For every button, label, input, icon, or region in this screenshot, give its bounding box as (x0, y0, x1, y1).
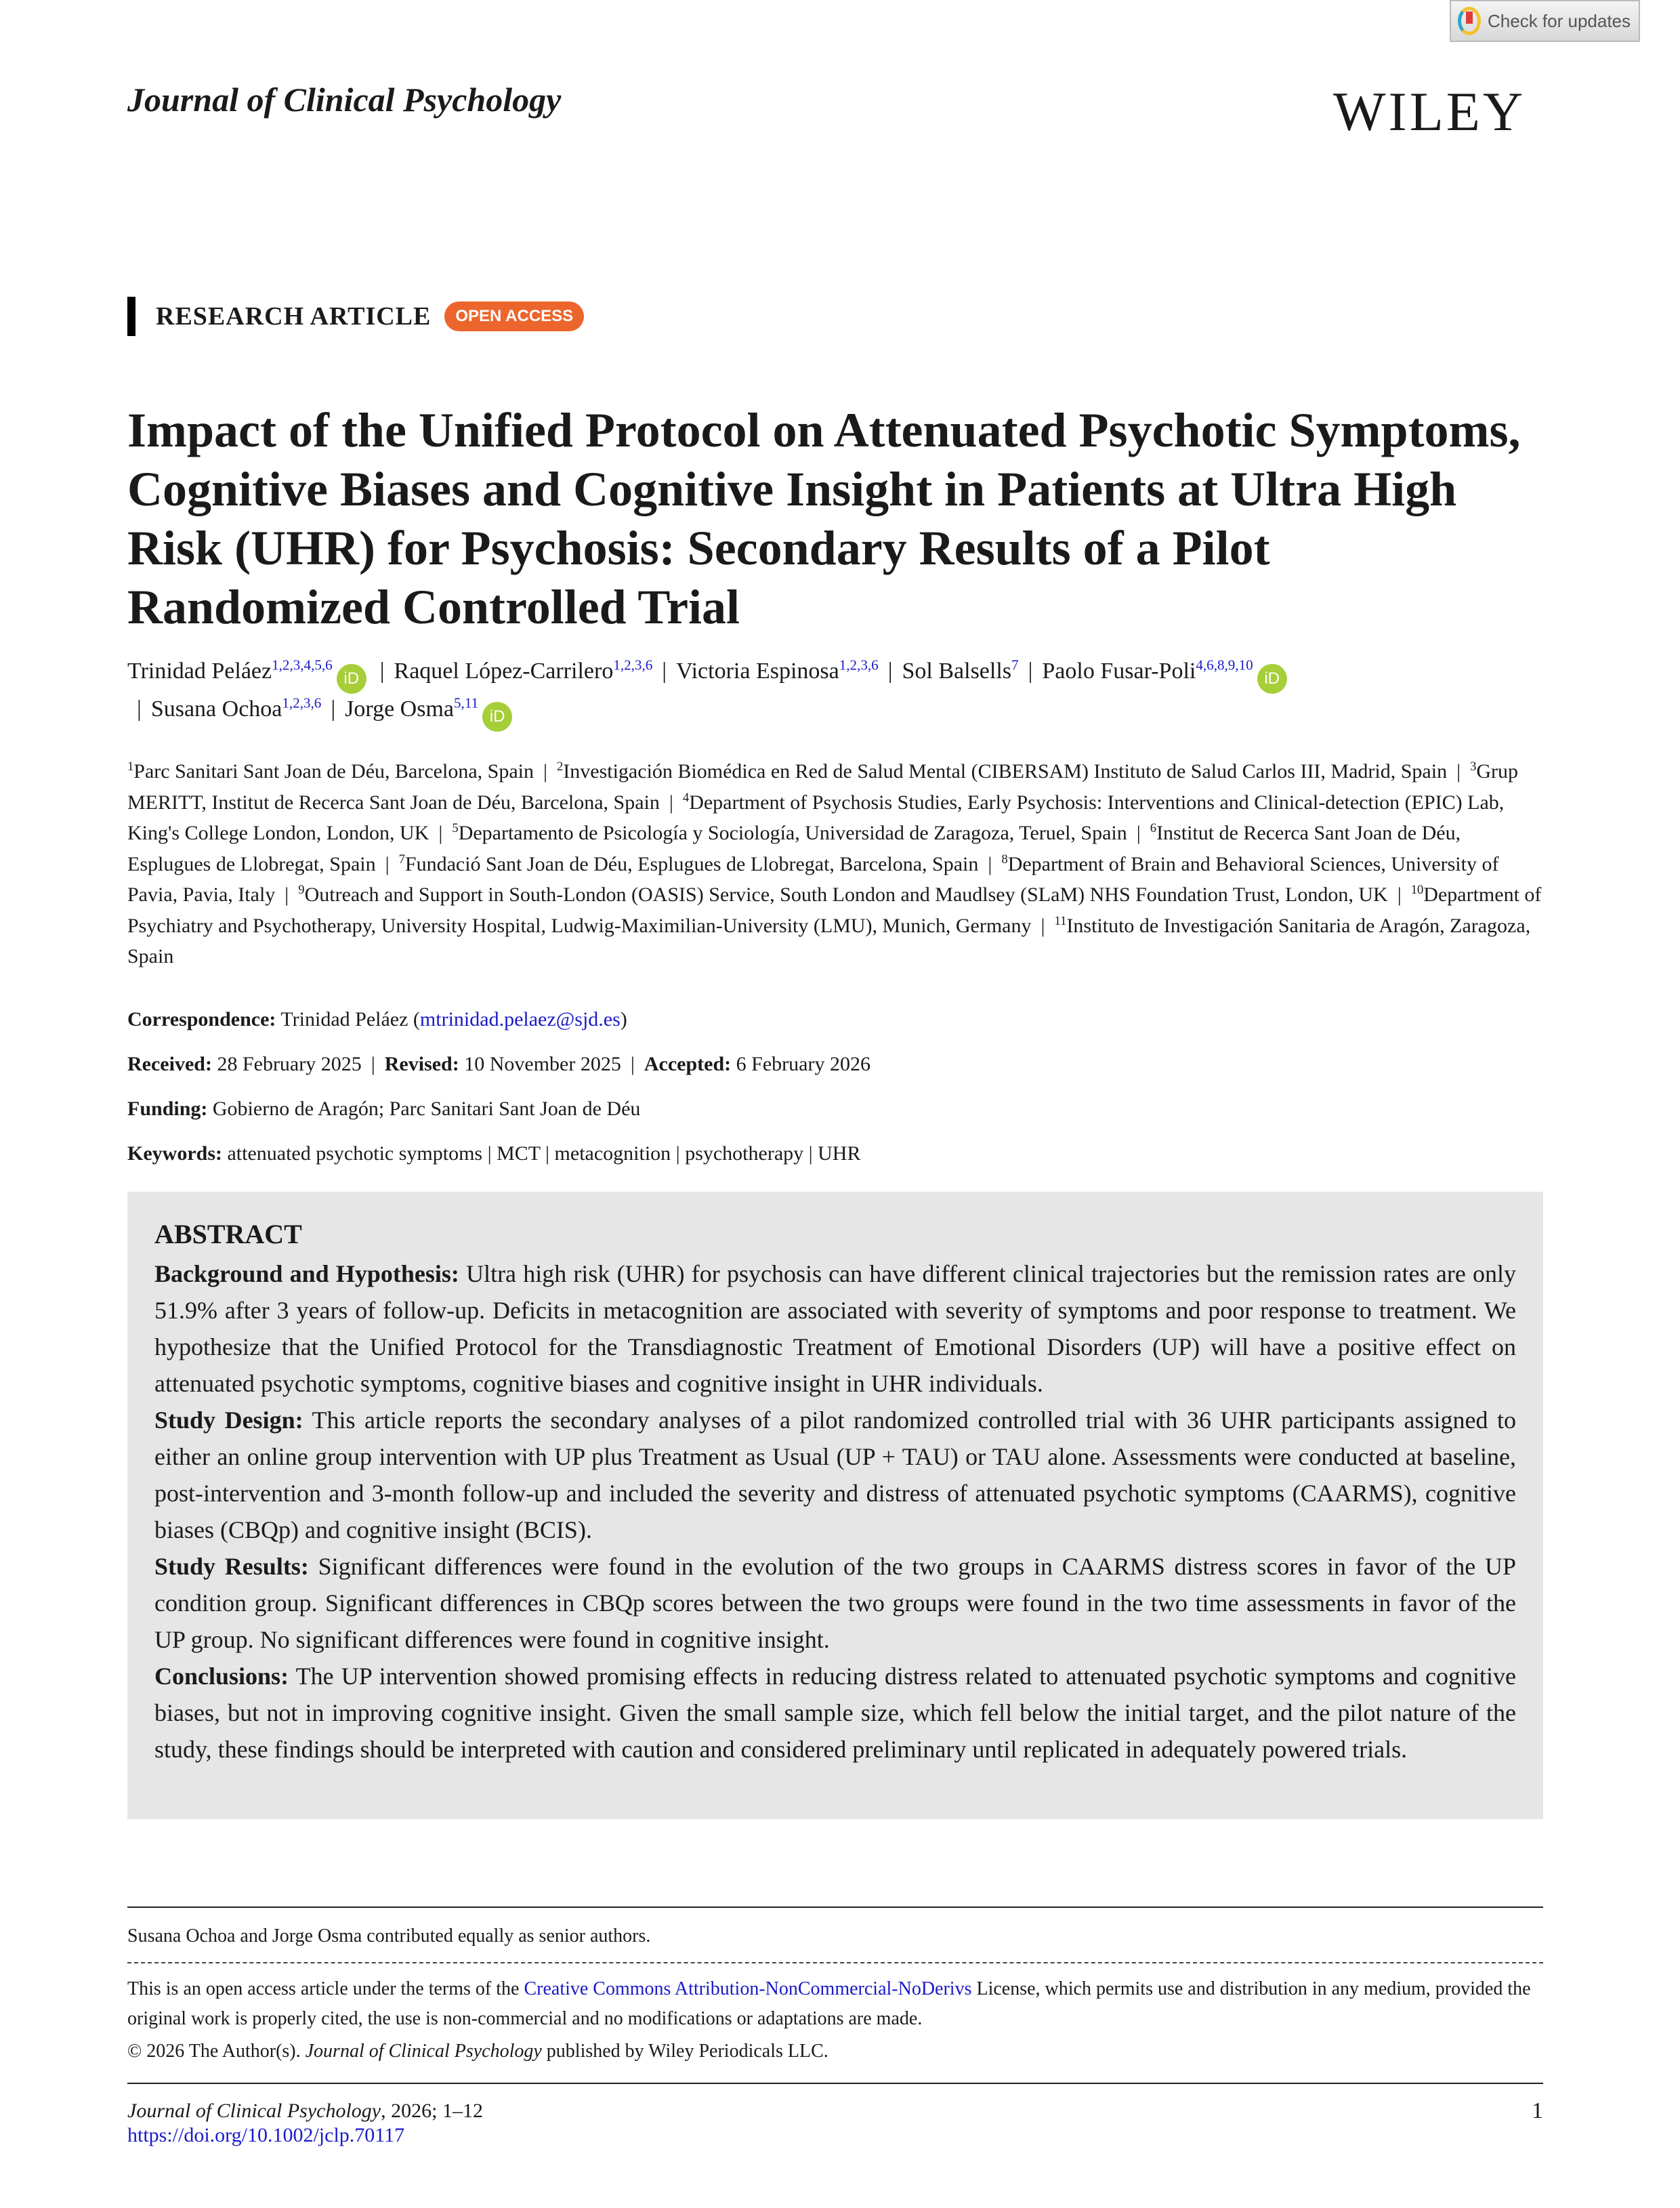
text: © 2026 The Author(s). (127, 2040, 306, 2062)
affiliation-number: 5 (452, 820, 459, 835)
orcid-icon[interactable]: iD (337, 664, 366, 694)
author-name: Susana Ochoa (150, 696, 282, 722)
keywords-text: attenuated psychotic symptoms | MCT | metacognition | psychotherapy | UHR (227, 1142, 861, 1165)
footer-divider (127, 2083, 1543, 2084)
separator: | (385, 852, 390, 875)
article-title: Impact of the Unified Protocol on Attenuated Psychotic Symptoms, Cognitive Biases and Cognitive Insight in Patients at Ultra High Risk (UHR) for Psychosis: Secondary Results of a Pilot Randomized Controlled Trial (127, 403, 1521, 634)
affiliation-number: 7 (398, 852, 405, 867)
section-text: This article reports the secondary analyses of a pilot randomized controlled trial with 36 UHR participants assigned to either an online group intervention with UP plus Treatment as Usual (UP + TAU) or TAU alone. Assessments were conducted at baseline, post-intervention and 3-month follow-up and included the severity and distress of attenuated psychotic symptoms (CAARMS), cognitive biases (CBQp) and cognitive insight (BCIS). (154, 1406, 1516, 1543)
affiliation-refs[interactable]: 1,2,3,6 (839, 657, 879, 673)
orcid-icon[interactable]: iD (1257, 664, 1287, 694)
affiliation-refs[interactable]: 1,2,3,6 (613, 657, 653, 673)
abstract-section (154, 1548, 1516, 1658)
affiliation-refs[interactable]: 1,2,3,6 (282, 694, 322, 711)
author-name: Raquel López-Carrilero (394, 659, 614, 684)
label: Received: (127, 1052, 212, 1075)
author (345, 694, 516, 726)
text: , 2026; 1–12 (381, 2099, 483, 2122)
article-front-matter (127, 297, 1543, 2188)
label: Revised: (384, 1052, 459, 1075)
text: Journal of Clinical Psychology (127, 2099, 381, 2122)
label: Accepted: (644, 1052, 732, 1075)
affiliation-text: Department of Psychosis Studies, Early Psychosis: Interventions and Clinical-detection (EPIC) Lab, King's College London, London, UK (127, 791, 1505, 844)
separator: | (137, 696, 142, 722)
abstract-section (154, 1402, 1516, 1548)
separator: | (1028, 659, 1033, 684)
revised-date: 10 November 2025 (464, 1052, 621, 1075)
affiliation-text: Investigación Biomédica en Red de Salud Mental (CIBERSAM) Instituto de Salud Carlos III, Madrid, Spain (563, 760, 1448, 783)
copyright (127, 2037, 1543, 2066)
affiliation-number: 10 (1410, 882, 1424, 897)
article-type-label: RESEARCH ARTICLE (156, 302, 432, 331)
abstract-box (127, 1192, 1543, 1819)
citation (127, 2099, 483, 2148)
separator: | (887, 659, 893, 684)
affiliation-refs[interactable]: 7 (1011, 657, 1019, 673)
separator: | (371, 1052, 375, 1075)
separator: | (1397, 883, 1402, 906)
funding-text: Gobierno de Aragón; Parc Sanitari Sant Joan de Déu (212, 1097, 641, 1120)
author-name: Paolo Fusar-Poli (1042, 659, 1196, 684)
label: Keywords: (127, 1142, 222, 1165)
affiliation-number: 2 (556, 759, 564, 774)
affiliation-number: 3 (1470, 759, 1477, 774)
author (1042, 657, 1290, 688)
author-name: Sol Balsells (902, 659, 1012, 684)
page-number: 1 (1532, 2098, 1543, 2123)
section-text: The UP intervention showed promising effects in reducing distress related to attenuated psychotic symptoms and cognitive biases, but not in improving cognitive insight. Given the small sample size, which fell below the initial target, and the pilot nature of the study, these findings should be interpreted with caution and considered preliminary until replicated in adequately powered trials. (154, 1662, 1516, 1763)
author (127, 657, 371, 688)
separator: | (1136, 822, 1141, 844)
affiliation-text: Department of Psychiatry and Psychotherapy, University Hospital, Ludwig-Maximilian-University (LMU), Munich, Germany (127, 883, 1542, 937)
open-access-badge: OPEN ACCESS (444, 301, 584, 331)
affiliation-text: Department of Brain and Behavioral Sciences, University of Pavia, Pavia, Italy (127, 852, 1499, 906)
section-label: Study Results: (154, 1552, 309, 1580)
affiliation-text: Parc Sanitari Sant Joan de Déu, Barcelona, Spain (133, 760, 534, 783)
affiliation-number: 11 (1054, 913, 1067, 928)
dashed-divider (127, 1962, 1543, 1963)
separator: | (662, 659, 667, 684)
author (676, 659, 879, 684)
abstract-section (154, 1255, 1516, 1402)
footnote-divider (127, 1907, 1543, 1908)
abstract-heading: ABSTRACT (154, 1218, 302, 1249)
text: Journal of Clinical Psychology (305, 2040, 542, 2062)
doi-link[interactable]: https://doi.org/10.1002/jclp.70117 (127, 2123, 405, 2146)
footnote: Susana Ochoa and Jorge Osma contributed equally as senior authors. (127, 1925, 651, 1946)
crossmark-icon (1458, 7, 1481, 35)
text: This is an open access article under the terms of the (127, 1978, 524, 1999)
separator: | (379, 659, 385, 684)
separator: | (543, 760, 547, 783)
affiliation-refs[interactable]: 4,6,8,9,10 (1196, 657, 1253, 673)
author (151, 696, 322, 722)
affiliation-text: Instituto de Investigación Sanitaria de Aragón, Zaragoza, Spain (127, 914, 1531, 967)
funding (127, 1096, 1543, 1123)
accepted-date: 6 February 2026 (736, 1052, 870, 1075)
section-label: Study Design: (154, 1406, 303, 1434)
publisher-logo: WILEY (1333, 81, 1526, 142)
orcid-icon[interactable]: iD (482, 702, 512, 732)
abstract-body (154, 1255, 1516, 1768)
text: published by Wiley Periodicals LLC. (541, 2040, 828, 2062)
text: License, which permits use and distribution in any medium, provided the original work is properly cited, the use is non-commercial and no modifications or adaptations are made. (127, 1978, 1531, 2029)
check-updates-label: Check for updates (1488, 10, 1631, 31)
affiliation-number: 6 (1150, 820, 1157, 835)
separator: | (331, 696, 336, 722)
affiliation-number: 9 (298, 882, 305, 897)
affiliation-number: 1 (127, 759, 134, 774)
affiliation-refs[interactable]: 5,11 (454, 694, 479, 711)
separator: | (1456, 760, 1461, 783)
citation-row (127, 2099, 1543, 2148)
section-text: Ultra high risk (UHR) for psychosis can have different clinical trajectories but the remission rates are only 51.9% after 3 years of follow-up. Deficits in metacognition are associated with severity of symptoms and poor response to treatment. We hypothesize that the Unified Protocol for the Transdiagnostic Treatment of Emotional Disorders (UP) will have a positive effect on attenuated psychotic symptoms, cognitive biases and cognitive insight in UHR individuals. (154, 1259, 1517, 1397)
section-text: Significant differences were found in the evolution of the two groups in CAARMS distress scores in favor of the UP condition group. Significant differences in CBQp scores between the two groups were found in the two time assessments in favor of the UP group. No significant differences were found in cognitive insight. (154, 1552, 1516, 1653)
affiliation-text: Institut de Recerca Sant Joan de Déu, Esplugues de Llobregat, Spain (127, 822, 1461, 875)
correspondence: Correspondence: Trinidad Peláez (mtrinidad.pelaez@sjd.es) (127, 1007, 627, 1030)
article-type (127, 297, 1543, 336)
journal-name: Journal of Clinical Psychology (127, 81, 562, 119)
affiliation-number: 4 (682, 790, 690, 805)
separator: | (1041, 914, 1045, 937)
affiliation-text: Fundació Sant Joan de Déu, Esplugues de Llobregat, Barcelona, Spain (404, 852, 979, 875)
check-for-updates-button[interactable] (1450, 0, 1640, 42)
affiliation-text: Outreach and Support in South-London (OASIS) Service, South London and Maudlsey (SLaM) NHS Foundation Trust, London, UK (304, 883, 1388, 906)
separator: | (438, 822, 443, 844)
abstract-section (154, 1658, 1516, 1768)
author-name: Trinidad Peláez (127, 659, 272, 684)
author-list (127, 656, 1543, 732)
author (902, 659, 1019, 684)
separator: | (630, 1052, 635, 1075)
affiliation-refs[interactable]: 1,2,3,4,5,6 (272, 657, 333, 673)
section-label: Conclusions: (154, 1662, 289, 1690)
received-date: 28 February 2025 (217, 1052, 362, 1075)
divider-bar (127, 297, 135, 336)
label: Funding: (127, 1097, 208, 1120)
separator: | (285, 883, 289, 906)
author-name: Jorge Osma (345, 696, 455, 722)
corr-name: Trinidad Peláez (280, 1007, 408, 1030)
separator: | (988, 852, 992, 875)
affiliation-text: Grup MERITT, Institut de Recerca Sant Joan de Déu, Barcelona, Spain (127, 760, 1519, 814)
affiliations (127, 756, 1543, 972)
license-text (127, 1974, 1543, 2034)
separator: | (669, 791, 673, 814)
section-label: Background and Hypothesis: (154, 1259, 459, 1287)
author (394, 659, 653, 684)
page-footer (127, 1907, 1543, 2188)
keywords (127, 1140, 1543, 1167)
label: Correspondence: (127, 1007, 276, 1030)
dates (127, 1051, 1543, 1078)
affiliation-text: Departamento de Psicología y Sociología, Universidad de Zaragoza, Teruel, Spain (458, 822, 1127, 844)
license-link[interactable]: Creative Commons Attribution-NonCommercial-NoDerivs (524, 1978, 972, 1999)
author-name: Victoria Espinosa (676, 659, 839, 684)
affiliation-number: 8 (1001, 852, 1008, 867)
email-link[interactable]: mtrinidad.pelaez@sjd.es (419, 1007, 621, 1030)
